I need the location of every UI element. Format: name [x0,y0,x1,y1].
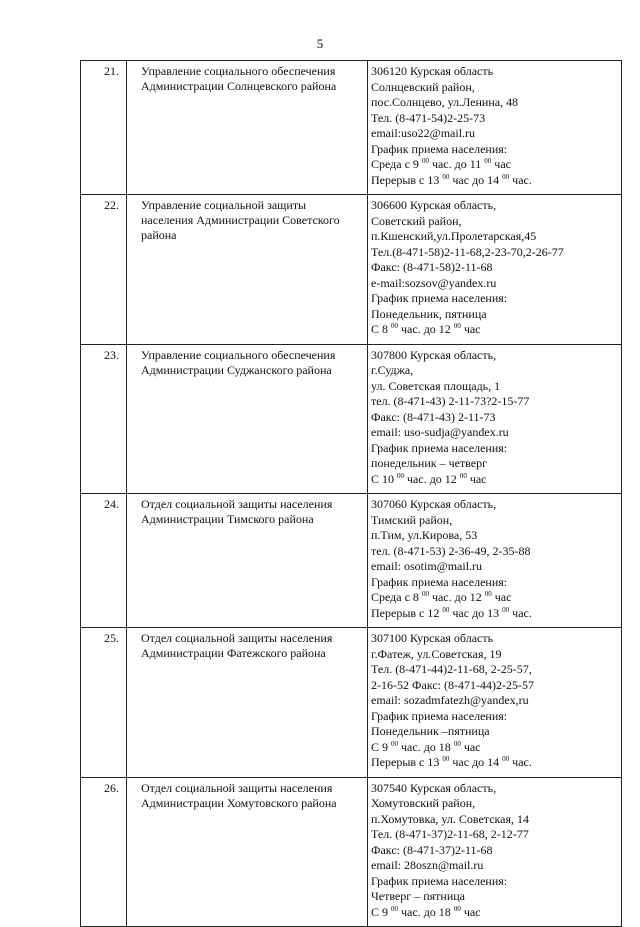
address-line: Перерыв с 12 $^{00}$ час до 13 $^{00}$ час. [371,605,532,620]
organization-name-line: Отдел социальной защиты населения [141,497,333,511]
address-line: email:uso22@mail.ru [371,126,476,140]
contacts-table-body [81,61,622,927]
organization-name-line: населения Администрации Советского [141,213,340,227]
minutes-superscript: 00 [391,739,399,748]
address-line: г.Суджа, [371,363,414,377]
address-line: График приема населения: [371,574,508,589]
address-line: email: osotim@mail.ru [371,559,483,573]
row-number: 26. [81,777,127,927]
address-line: Среда с 9 $^{00}$ час. до 11 $^{00}$ час [371,157,511,171]
table-row [81,61,622,195]
minutes-superscript: 00 [421,157,429,165]
address-line: email: uso-sudja@yandex.ru [371,425,509,439]
address-line: Тел.(8-471-58)2-11-68,2-23-70,2-26-77 [371,244,564,259]
address-line: С 10 $^{00}$ час. до 12 $^{00}$ час [371,471,487,486]
minutes-superscript: 00 [442,605,450,614]
address-line: Четверг – пятница [371,889,465,903]
row-number: 21. [81,61,127,195]
minutes-superscript: 00 [502,755,510,763]
address-line: Тимский район, [371,512,453,527]
organization-name-line: Администрации Фатежского района [141,646,326,660]
address-line: Тел. (8-471-54)2-25-73 [371,110,486,125]
address-line: email: sozadmfatezh@yandex,ru [371,693,529,707]
address-line: С 9 $^{00}$ час. до 18 $^{00}$ час [371,904,481,919]
minutes-superscript: 00 [391,322,399,330]
address-line: Понедельник –пятница [371,724,490,738]
minutes-superscript: 00 [502,605,510,614]
address-line: С 8 $^{00}$ час. до 12 $^{00}$ час [371,322,481,336]
address-line: Тел. (8-471-44)2-11-68, 2-25-57, [371,662,532,676]
organization-name-line: Администрации Тимского района [141,512,314,526]
address-line: 307100 Курская область [371,631,494,645]
address-line: График приема населения: [371,708,508,723]
organization-name-line: Управление социального обеспечения [141,347,336,362]
address-line: Солнцевский район, [371,79,475,94]
minutes-superscript: 00 [453,904,461,913]
row-number: 23. [81,344,127,494]
organization-name-line: Администрации Солнцевского района [141,79,337,93]
address-line: Тел. (8-471-37)2-11-68, 2-12-77 [371,827,529,841]
address-line: 306600 Курская область, [371,198,497,212]
organization-name-line: района [141,228,177,242]
organization-name-cell [127,777,368,927]
table-row [81,494,622,628]
address-line: 306120 Курская область [371,64,494,78]
organization-name-line: Администрации Суджанского района [141,362,332,377]
address-line: ул. Советская площадь, 1 [371,378,501,393]
address-line: тел. (8-471-53) 2-36-49, 2-35-88 [371,543,531,558]
address-line: г.Фатеж, ул.Советская, 19 [371,646,502,661]
organization-name-line: Управление социальной защиты [141,198,307,212]
organization-name-line: Управление социального обеспечения [141,64,336,78]
minutes-superscript: 00 [459,471,467,480]
row-number: 25. [81,628,127,778]
organization-name-cell [127,494,368,628]
address-line: График приема населения: [371,291,508,305]
minutes-superscript: 00 [421,590,429,598]
address-contacts-cell [368,195,622,345]
address-contacts-cell [368,777,622,927]
address-line: п.Хомутовка, ул. Советская, 14 [371,811,530,826]
address-contacts-cell [368,61,622,195]
address-line: Понедельник, пятница [371,306,487,321]
minutes-superscript: 00 [484,590,492,598]
address-contacts-cell [368,344,622,494]
address-line: п.Кшенский,ул.Пролетарская,45 [371,229,537,243]
address-line: 307540 Курская область, [371,780,497,795]
address-line: График приема населения: [371,873,508,888]
organization-name-cell [127,195,368,345]
minutes-superscript: 00 [484,157,492,165]
minutes-superscript: 00 [442,172,450,181]
address-line: 2-16-52 Факс: (8-471-44)2-25-57 [371,677,534,692]
address-line: п.Тим, ул.Кирова, 53 [371,528,478,542]
minutes-superscript: 00 [442,755,450,763]
table-row [81,195,622,345]
minutes-superscript: 00 [502,172,510,181]
minutes-superscript: 00 [397,471,405,480]
address-contacts-cell [368,494,622,628]
address-line: Советский район, [371,213,462,228]
table-row [81,628,622,778]
page-number: 5 [316,36,324,51]
organization-name-line: Отдел социальной защиты населения [141,631,333,645]
address-line: e-mail:sozsov@yandex.ru [371,275,497,290]
address-line: График приема населения: [371,141,508,156]
address-line: 307800 Курская область, [371,347,497,362]
table-row [81,344,622,494]
address-line: Факс: (8-471-43) 2-11-73 [371,409,496,424]
minutes-superscript: 00 [391,904,399,913]
row-number: 22. [81,195,127,345]
contacts-table [80,60,622,927]
address-line: понедельник – четверг [371,456,488,470]
address-line: Факс: (8-471-58)2-11-68 [371,260,493,274]
address-line: email: 28oszn@mail.ru [371,858,484,872]
address-contacts-cell [368,628,622,778]
organization-name-cell [127,61,368,195]
organization-name-cell [127,344,368,494]
organization-name-cell [127,628,368,778]
table-row [81,777,622,927]
address-line: Хомутовский район, [371,796,476,810]
address-line: тел. (8-471-43) 2-11-73?2-15-77 [371,394,530,408]
minutes-superscript: 00 [453,739,461,748]
organization-name-line: Отдел социальной защиты населения [141,780,333,795]
address-line: График приема населения: [371,440,508,455]
organization-name-line: Администрации Хомутовского района [141,795,337,810]
address-line: 307060 Курская область, [371,497,497,511]
address-line: пос.Солнцево, ул.Ленина, 48 [371,95,519,109]
row-number: 24. [81,494,127,628]
address-line: С 9 $^{00}$ час. до 18 $^{00}$ час [371,739,481,754]
minutes-superscript: 00 [453,322,461,330]
address-line: Среда с 8 $^{00}$ час. до 12 $^{00}$ час [371,590,512,604]
address-line: Перерыв с 13 $^{00}$ час до 14 $^{00}$ час. [371,755,532,769]
address-line: Перерыв с 13 $^{00}$ час до 14 $^{00}$ час. [371,172,532,187]
address-line: Факс: (8-471-37)2-11-68 [371,842,493,857]
